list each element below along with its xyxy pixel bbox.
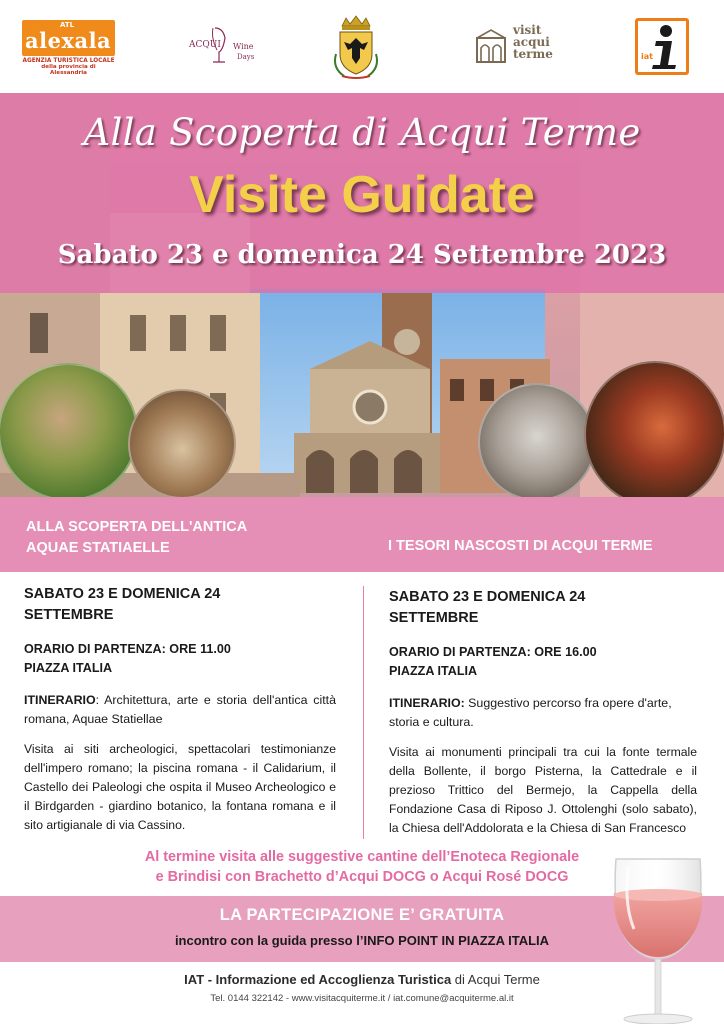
main-title: Visite Guidate — [189, 166, 535, 224]
tour-titles-band — [0, 497, 724, 572]
tour1-days-line1: SABATO 23 E DOMENICA 24 — [24, 586, 221, 602]
footer-org-bold: IAT - Informazione ed Accoglienza Turistica — [184, 972, 452, 987]
logo-strip — [0, 0, 724, 93]
tour2-departure — [389, 643, 697, 681]
tour1-title — [26, 517, 247, 559]
tour2-days-line2: SETTEMBRE — [389, 610, 479, 626]
tour2-place: PIAZZA ITALIA — [389, 664, 478, 678]
wine-days-acqui: ACQUI — [189, 40, 221, 50]
tour1-description: Visita ai siti archeologici, spettacolari testimonianze dell'impero romano; la piscina romana - il Calidarium, il Castello dei Paleologi che ospita il Museo Archeologico e il Birdgarden - giardino botanico, la fontana romana e il sito artigianale di via Cassino. — [24, 742, 336, 832]
photo-bermejo-triptych — [584, 361, 724, 497]
city-crest-icon — [328, 14, 384, 82]
photo-birdgarden — [0, 363, 138, 497]
tour2-days — [389, 587, 697, 629]
tour1-itinerary — [24, 691, 336, 729]
meeting-point: incontro con la guida presso l’INFO POINT IN PIAZZA ITALIA — [174, 933, 550, 948]
tour2-time: ORARIO DI PARTENZA: ORE 16.00 — [389, 645, 597, 659]
tour2-column — [389, 587, 697, 838]
alexala-atl: ATL — [60, 21, 75, 29]
tour2-itinerary — [389, 694, 697, 732]
tour2-itinerary-text: Suggestivo percorso fra opere d'arte, storia e cultura. — [389, 696, 672, 729]
footer-org-rest: di Acqui Terme — [451, 972, 540, 987]
tour1-title-line1: ALLA SCOPERTA DELL'ANTICA — [26, 519, 248, 535]
wine-days-days: Days — [237, 53, 255, 61]
visit-word: visit — [513, 23, 542, 37]
wine-glass-icon — [183, 24, 273, 76]
visit-acqui-logo — [475, 24, 565, 68]
wine-days-wine: Wine — [233, 42, 254, 51]
tour1-column — [24, 584, 336, 835]
tour2-days-line1: SABATO 23 E DOMENICA 24 — [389, 589, 586, 605]
arch-icon — [475, 28, 507, 64]
acqui-word: acqui — [513, 35, 550, 49]
photo-archaeology — [128, 389, 236, 497]
info-point-logo — [635, 18, 689, 75]
info-icon — [638, 21, 686, 72]
tour1-title-line2: AQUAE STATIAELLE — [26, 540, 170, 556]
hero-banner — [0, 93, 724, 497]
tour2-itinerary-label: ITINERARIO: — [389, 696, 465, 710]
tour1-days-line2: SETTEMBRE — [24, 607, 114, 623]
terme-word: terme — [513, 47, 553, 61]
wine-days-logo — [183, 24, 273, 76]
free-participation: LA PARTECIPAZIONE E’ GRATUITA — [219, 906, 505, 924]
alexala-name: alexala — [25, 28, 112, 53]
tour2-title: I TESORI NASCOSTI DI ACQUI TERME — [388, 538, 653, 554]
tour1-days — [24, 584, 336, 626]
tour1-time: ORARIO DI PARTENZA: ORE 11.00 — [24, 642, 231, 656]
alexala-tagline-sub: della provincia di Alessandria — [41, 64, 96, 76]
script-title: Alla Scoperta di Acqui Terme — [83, 111, 641, 154]
tour1-place: PIAZZA ITALIA — [24, 661, 113, 675]
tour1-departure — [24, 640, 336, 678]
tour2-description: Visita ai monumenti principali tra cui la fonte termale della Bollente, il borgo Pisterna, la Cattedrale e il prezioso Trittico del Bermejo, la Cappella della Fondazione Casa di Riposo J. Ottolenghi (solo sabato), la Chiesa dell'Addolorata e la Chiesa di San Francesco — [389, 745, 697, 835]
footer-contacts: Tel. 0144 322142 - www.visitacquiterme.it / iat.comune@acquiterme.al.it — [210, 993, 514, 1004]
tasting-line2: e Brindisi con Brachetto d’Acqui DOCG o Acqui Rosé DOCG — [155, 869, 569, 885]
alexala-logo — [22, 20, 115, 76]
alexala-tagline: AGENZIA TURISTICA LOCALE — [22, 58, 115, 64]
iat-mark: iat — [641, 52, 653, 61]
column-divider — [363, 586, 364, 839]
tour1-itinerary-label: ITINERARIO — [24, 693, 96, 707]
rose-wine-glass-icon — [600, 855, 718, 1024]
tasting-line1: Al termine visita alle suggestive cantine dell’Enoteca Regionale — [144, 849, 580, 865]
photo-bollente-fountain — [478, 383, 596, 497]
tour1-itinerary-text: : Architettura, arte e storia dell'antica città romana, Aquae Statiellae — [24, 693, 336, 726]
event-dates: Sabato 23 e domenica 24 Settembre 2023 — [57, 240, 667, 270]
